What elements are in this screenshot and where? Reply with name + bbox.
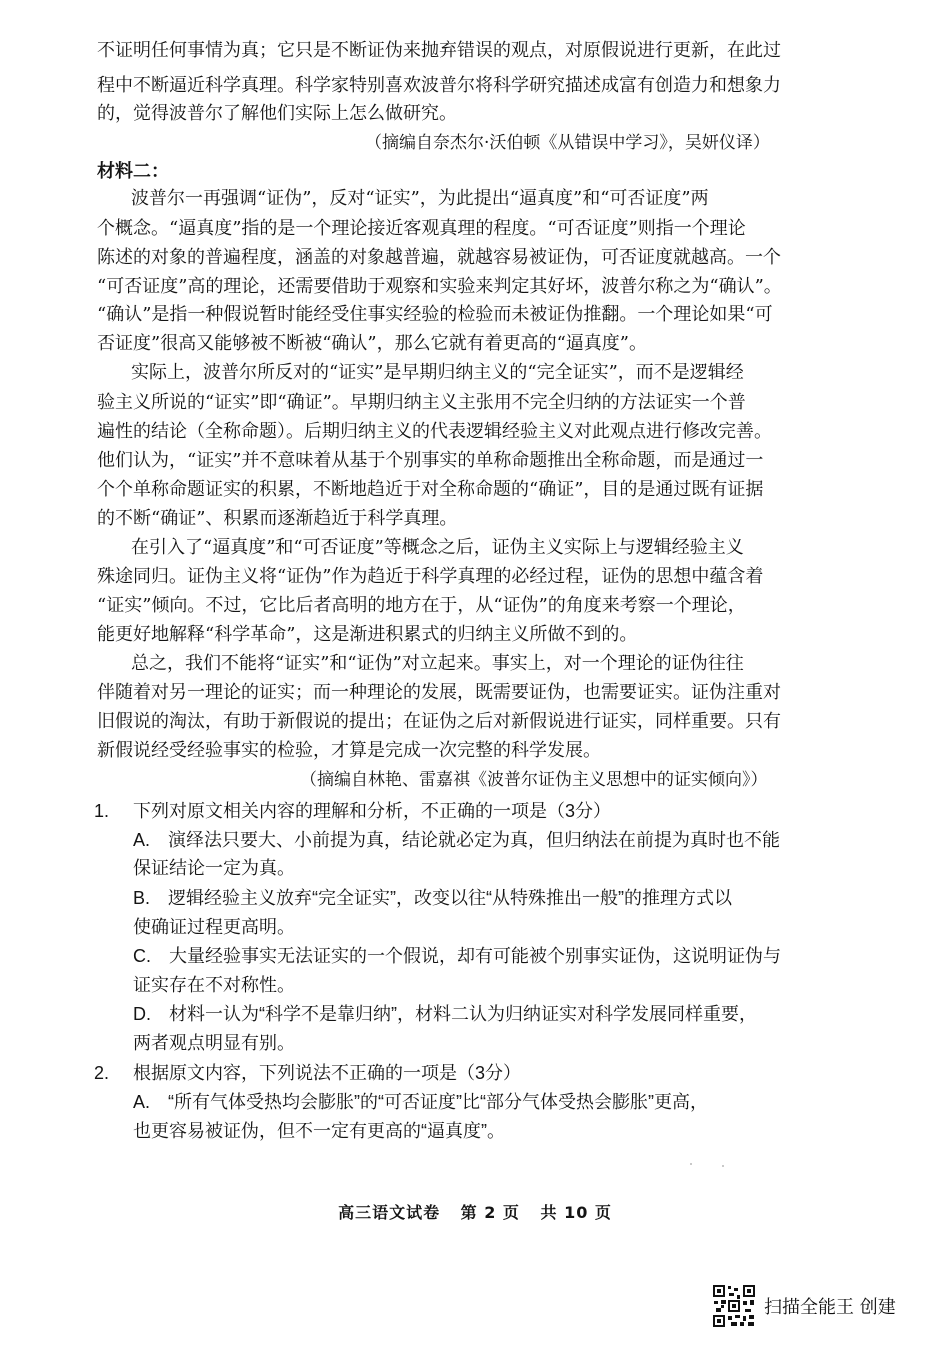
paragraph-line: 新假说经受经验事实的检验，才算是完成一次完整的科学发展。 — [97, 740, 601, 761]
option-a-line: A. 演绎法只要大、小前提为真，结论就必定为真，但归纳法在前提为真时也不能 — [133, 830, 781, 850]
paragraph-line: 伴随着对另一理论的证实；而一种理论的发展，既需要证伪，也需要证实。证伪注重对 — [97, 682, 781, 703]
page-footer — [0, 1200, 950, 1223]
paragraph-line: 他们认为，“证实”并不意味着从基于个别事实的单称命题推出全称命题，而是通过一 — [97, 450, 764, 471]
material-one-line: 程中不断逼近科学真理。科学家特别喜欢波普尔将科学研究描述成富有创造力和想象力 — [97, 75, 781, 96]
scan-speck — [722, 1165, 724, 1167]
qr-code-icon — [712, 1284, 756, 1328]
question-number: 1. — [94, 801, 110, 821]
paragraph-line: 个概念。“逼真度”指的是一个理论接近客观真理的程度。“可否证度”则指一个理论 — [97, 218, 746, 239]
paragraph-line: 遍性的结论（全称命题）。后期归纳主义的代表逻辑经验主义对此观点进行修改完善。 — [97, 421, 772, 442]
option-a-line: 也更容易被证伪，但不一定有更高的“逼真度”。 — [133, 1121, 505, 1141]
question-stem: 根据原文内容，下列说法不正确的一项是（3分） — [133, 1063, 522, 1083]
paragraph-line: 旧假说的淘汰，有助于新假说的提出；在证伪之后对新假说进行证实，同样重要。只有 — [97, 711, 781, 732]
paragraph-line: 波普尔一再强调“证伪”，反对“证实”，为此提出“逼真度”和“可否证度”两 — [131, 188, 709, 209]
option-c-line: C. 大量经验事实无法证实的一个假说，却有可能被个别事实证伪，这说明证伪与 — [133, 946, 781, 966]
scan-speck — [690, 1163, 692, 1165]
paragraph-line: “证实”倾向。不过，它比后者高明的地方在于，从“证伪”的角度来考察一个理论， — [97, 595, 746, 616]
scanner-watermark-text: 扫描全能王 创建 — [764, 1297, 896, 1318]
material-one-line: 的，觉得波普尔了解他们实际上怎么做研究。 — [97, 103, 457, 124]
paragraph-line: “可否证度”高的理论，还需要借助于观察和实验来判定其好坏，波普尔称之为“确认”。 — [97, 276, 782, 297]
paragraph-line: 陈述的对象的普遍程度，涵盖的对象越普遍，就越容易被证伪，可否证度就越高。一个 — [97, 247, 781, 268]
material-two-citation: （摘编自林艳、雷嘉祺《波普尔证伪主义思想中的证实倾向》） — [300, 770, 768, 790]
footer-page-number: 第 2 页 — [460, 1203, 520, 1222]
footer-page-total: 共 10 页 — [540, 1203, 612, 1222]
paragraph-line: 验主义所说的“证实”即“确证”。早期归纳主义主张用不完全归纳的方法证实一个普 — [97, 392, 746, 413]
material-two-heading: 材料二： — [97, 161, 169, 182]
option-a-line: A. “所有气体受热均会膨胀”的“可否证度”比“部分气体受热会膨胀”更高， — [133, 1092, 708, 1112]
material-one-line: 不证明任何事情为真；它只是不断证伪来抛弃错误的观点，对原假说进行更新，在此过 — [97, 40, 781, 61]
footer-exam-title: 高三语文试卷 — [338, 1203, 441, 1222]
paragraph-line: 能更好地解释“科学革命”，这是渐进积累式的归纳主义所做不到的。 — [97, 624, 638, 645]
question-stem: 下列对原文相关内容的理解和分析，不正确的一项是（3分） — [133, 801, 612, 821]
paragraph-line: 殊途同归。证伪主义将“证伪”作为趋近于科学真理的必经过程，证伪的思想中蕴含着 — [97, 566, 764, 587]
material-one-citation: （摘编自奈杰尔·沃伯顿《从错误中学习》，吴妍仪译） — [365, 133, 770, 153]
paragraph-line: 总之，我们不能将“证实”和“证伪”对立起来。事实上，对一个理论的证伪往往 — [131, 653, 744, 674]
option-b-line: B. 逻辑经验主义放弃“完全证实”，改变以往“从特殊推出一般”的推理方式以 — [133, 888, 732, 908]
paragraph-line: 的不断“确证”、积累而逐渐趋近于科学真理。 — [97, 508, 458, 529]
question-number: 2. — [94, 1063, 110, 1083]
option-d-line: 两者观点明显有别。 — [133, 1033, 295, 1053]
paragraph-line: 个个单称命题证实的积累，不断地趋近于对全称命题的“确证”，目的是通过既有证据 — [97, 479, 764, 500]
scanner-watermark — [712, 1284, 927, 1328]
option-b-line: 使确证过程更高明。 — [133, 917, 295, 937]
option-a-line: 保证结论一定为真。 — [133, 858, 295, 878]
paragraph-line: 实际上，波普尔所反对的“证实”是早期归纳主义的“完全证实”，而不是逻辑经 — [131, 362, 744, 383]
paragraph-line: 在引入了“逼真度”和“可否证度”等概念之后，证伪主义实际上与逻辑经验主义 — [131, 537, 744, 558]
paragraph-line: 否证度”很高又能够被不断被“确认”，那么它就有着更高的“逼真度”。 — [97, 333, 648, 354]
option-d-line: D. 材料一认为“科学不是靠归纳”，材料二认为归纳证实对科学发展同样重要， — [133, 1004, 757, 1024]
option-c-line: 证实存在不对称性。 — [133, 975, 295, 995]
paragraph-line: “确认”是指一种假说暂时能经受住事实经验的检验而未被证伪推翻。一个理论如果“可 — [97, 304, 773, 325]
